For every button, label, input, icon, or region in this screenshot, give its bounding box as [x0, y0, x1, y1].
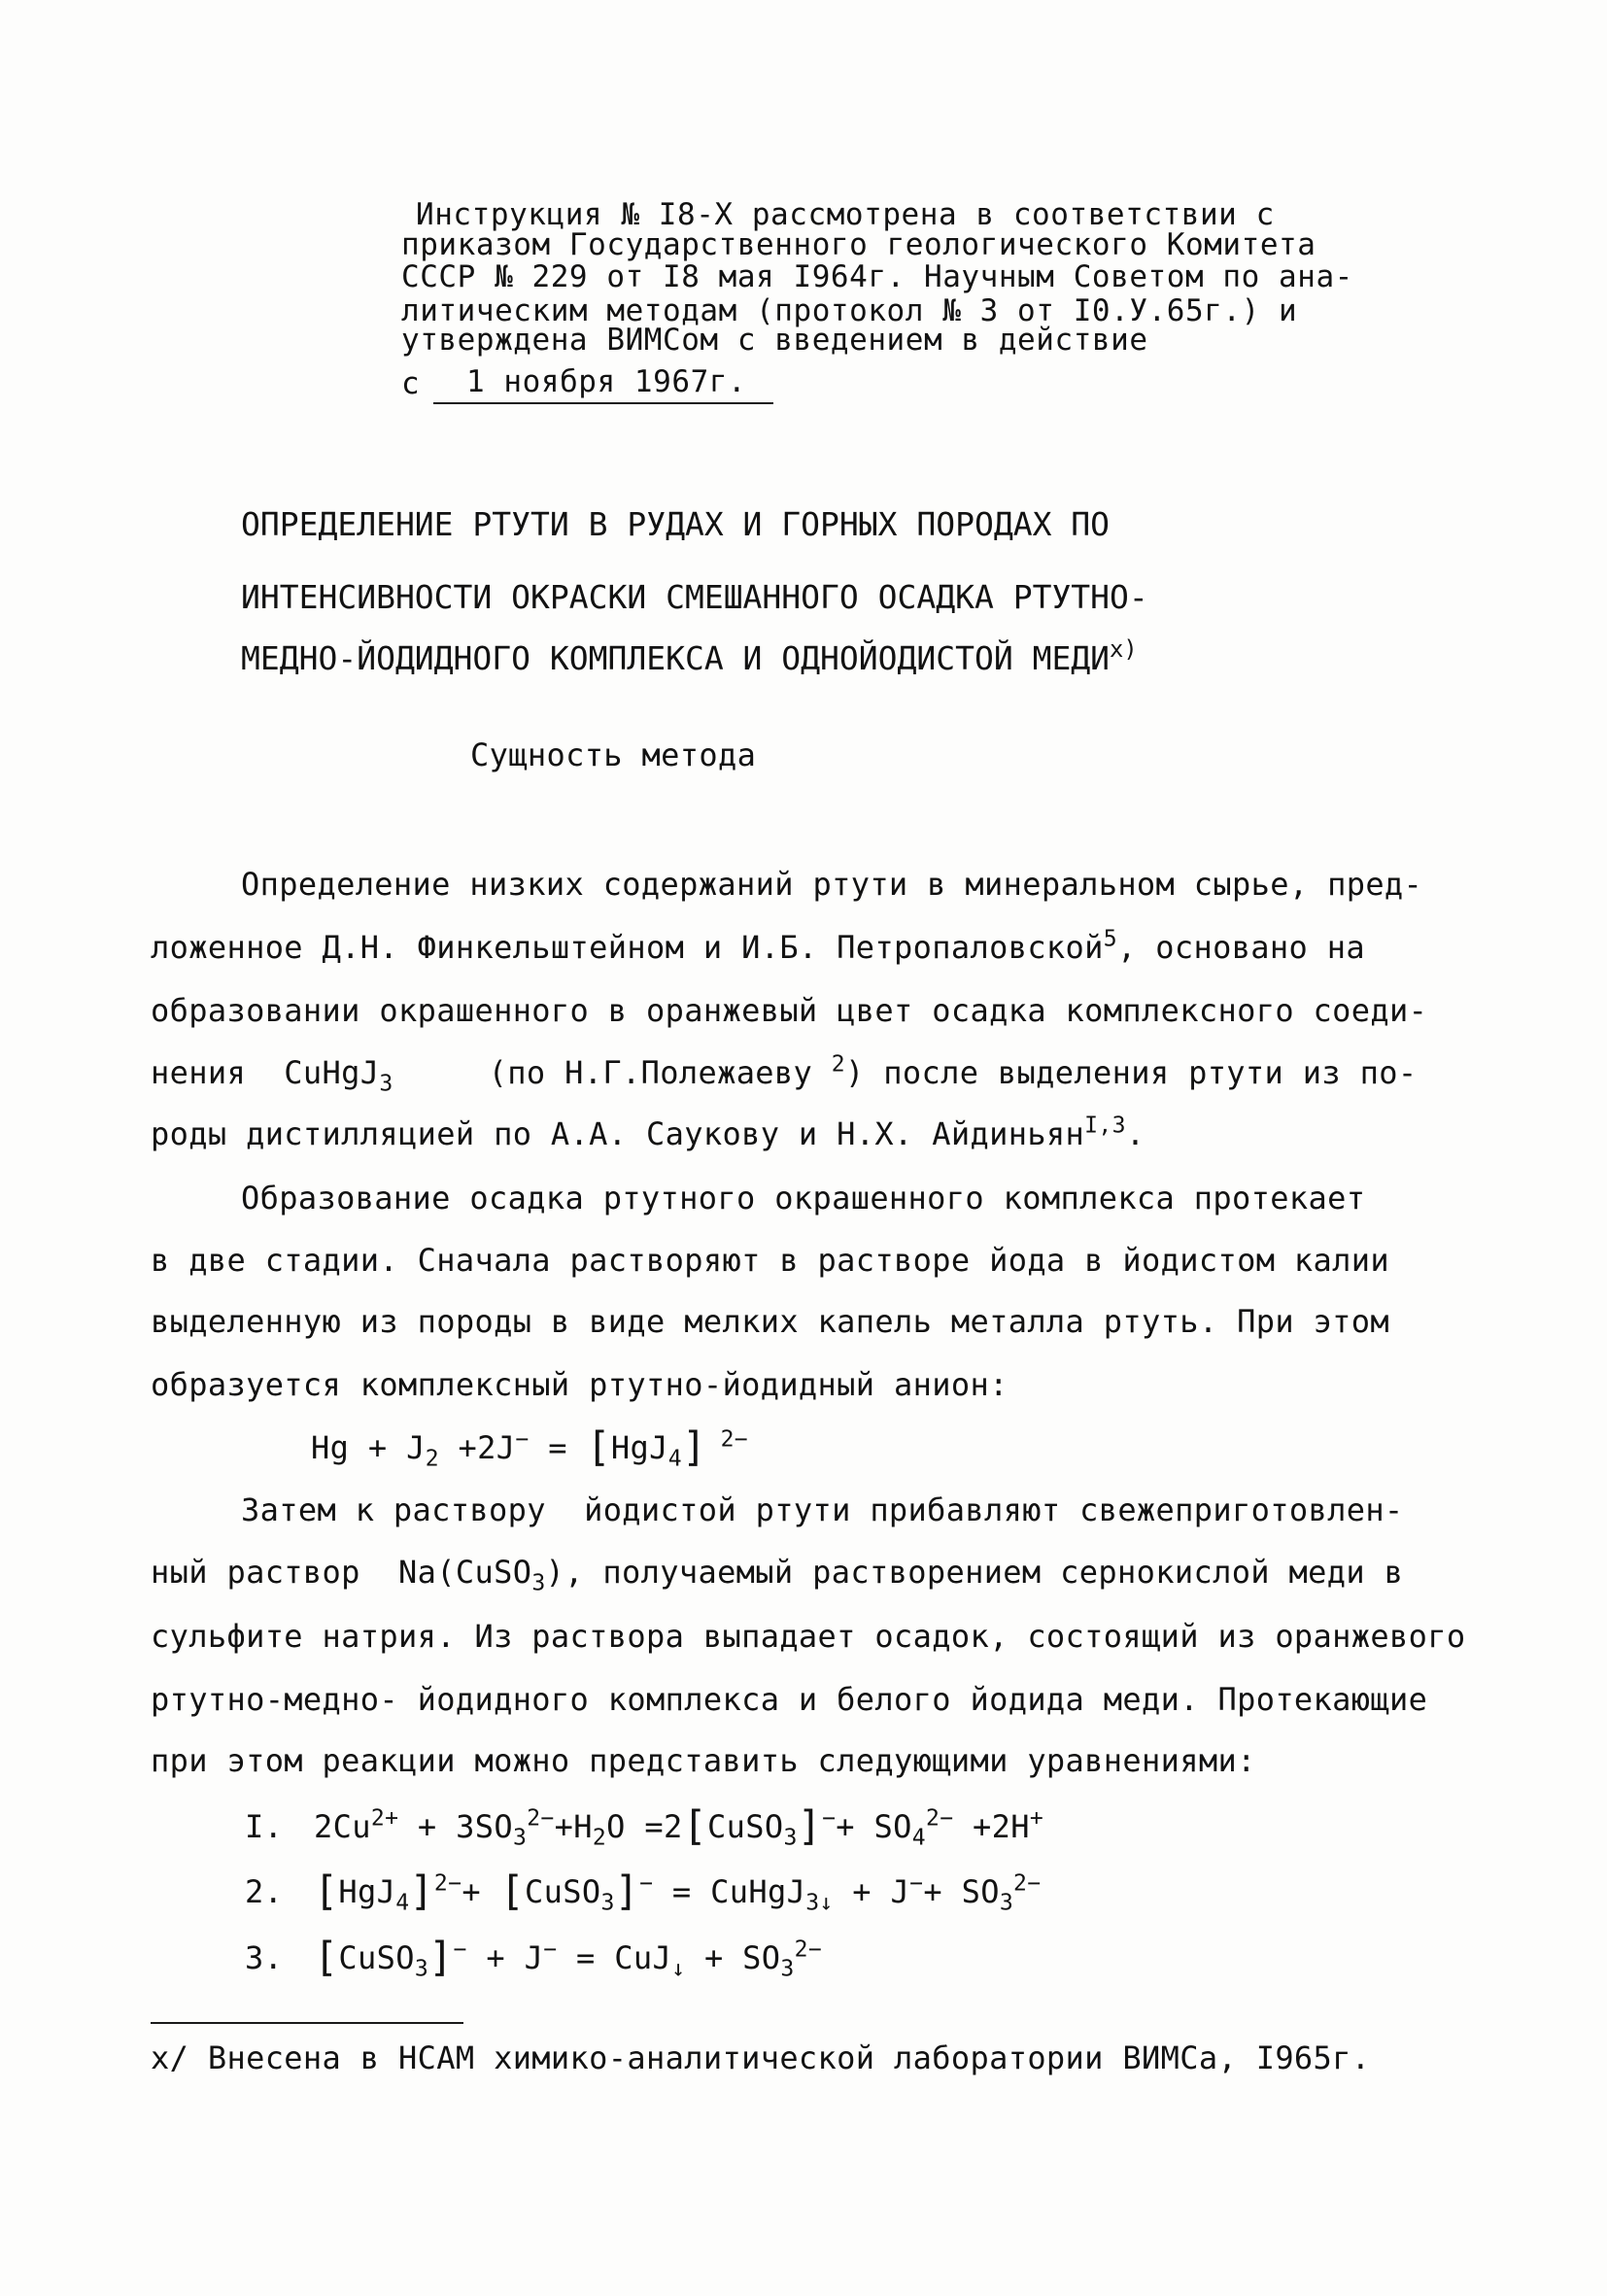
paragraph-line — [241, 865, 1422, 904]
superscript: − — [515, 1426, 530, 1453]
header-line: СССР № 229 от I8 мая I964г. Научным Советом по ана- — [401, 259, 1353, 294]
text-run: роды дистилляцией по А.А. Саукову и Н.Х. Айдиньян — [151, 1115, 1085, 1152]
bracket: ] — [409, 1867, 434, 1915]
effective-date: 1 ноября 1967г. — [466, 364, 747, 399]
subscript: 2 — [425, 1446, 439, 1472]
superscript: − — [822, 1805, 837, 1832]
text-run: образуется комплексный ртутно-йодидный анион: — [151, 1366, 1009, 1403]
paragraph-line — [151, 1051, 1418, 1097]
header-line: Инструкция № I8-Х рассмотрена в соответствии с — [416, 197, 1275, 232]
subscript: 3 — [999, 1890, 1014, 1916]
text-run: + — [462, 1873, 500, 1910]
paragraph-line — [151, 1241, 1389, 1280]
text-run: Затем к раствору йодистой ртути прибавляют свежеприготовлен- — [241, 1491, 1404, 1528]
header-line: утверждена ВИМСом с введением в действие — [401, 323, 1148, 358]
superscript: 2− — [527, 1805, 555, 1832]
paragraph-line — [151, 991, 1427, 1030]
effective-prefix: с — [401, 366, 421, 401]
subscript: 4 — [667, 1446, 682, 1472]
superscript: + — [1029, 1805, 1044, 1832]
subscript: 3 — [531, 1570, 546, 1596]
superscript: 2− — [925, 1805, 954, 1832]
superscript: − — [543, 1936, 558, 1963]
text-run: при этом реакции можно представить следующими уравнениями: — [151, 1742, 1256, 1779]
text-run: ), получаемый растворением сернокислой меди в — [545, 1554, 1404, 1591]
bracket: ] — [428, 1933, 454, 1981]
superscript: 2− — [794, 1936, 823, 1963]
section-heading: Сущность метода — [470, 737, 757, 773]
bracket: ] — [797, 1801, 823, 1850]
paragraph-line — [241, 1179, 1365, 1217]
paragraph-line — [151, 1365, 1009, 1404]
text-run: ложенное Д.Н. Финкельштейном и И.Б. Петропаловской — [151, 929, 1104, 966]
text-run: ОПРЕДЕЛЕНИЕ РТУТИ В РУДАХ И ГОРНЫХ ПОРОДАХ ПО — [241, 505, 1111, 543]
text-run: + SO — [836, 1808, 912, 1845]
superscript: 2− — [1013, 1870, 1042, 1897]
document-title-line — [241, 634, 1138, 678]
paragraph-line — [151, 928, 1365, 967]
text-run: HgJ — [338, 1873, 396, 1910]
superscript: 2 — [831, 1051, 845, 1078]
text-run: ) после выделения ртути из по- — [845, 1054, 1418, 1091]
superscript: − — [639, 1870, 654, 1897]
text-run: + SO — [685, 1939, 781, 1976]
text-run: выделенную из породы в виде мелких капель металла ртуть. При этом — [151, 1303, 1390, 1340]
text-run: +2J — [438, 1429, 516, 1466]
paragraph-line — [151, 1741, 1256, 1780]
footnote-rule — [151, 2022, 463, 2024]
paragraph-line — [151, 1617, 1465, 1656]
superscript: I,3 — [1084, 1113, 1126, 1139]
reaction-equation — [314, 1933, 823, 1982]
paragraph-line — [241, 1491, 1404, 1529]
text-run: CuSO — [524, 1873, 601, 1910]
paragraph-line — [151, 1114, 1145, 1153]
subscript: ↓ — [671, 1956, 686, 1982]
text-run: = CuHgJ — [653, 1873, 806, 1910]
text-run: +2H — [953, 1808, 1030, 1845]
subscript: 3↓ — [805, 1890, 834, 1916]
text-run: = CuJ — [557, 1939, 672, 1976]
bracket: [ — [499, 1867, 525, 1915]
superscript: 2+ — [370, 1805, 399, 1832]
text-run: + J — [466, 1939, 544, 1976]
reaction-equation — [314, 1801, 1044, 1851]
text-run: (по Н.Г.Полежаеву — [393, 1054, 832, 1091]
text-run: Hg + J — [311, 1429, 426, 1466]
superscript: х) — [1110, 634, 1138, 663]
text-run: Образование осадка ртутного окрашенного комплекса протекает — [241, 1180, 1366, 1217]
superscript: 2− — [433, 1870, 462, 1897]
paragraph-line — [151, 1302, 1389, 1341]
subscript: 3 — [780, 1956, 795, 1982]
text-run: + J — [833, 1873, 910, 1910]
text-run: , основано на — [1117, 929, 1366, 966]
text-run: 2Cu — [314, 1808, 371, 1845]
text-run: Определение низких содержаний ртути в минеральном сырье, пред- — [241, 866, 1423, 903]
subscript: 3 — [600, 1890, 615, 1916]
text-run: образовании окрашенного в оранжевый цвет осадка комплексного соеди- — [151, 992, 1428, 1029]
text-run: + 3SO — [398, 1808, 513, 1845]
subscript: 3 — [783, 1825, 798, 1851]
date-underline — [433, 402, 773, 404]
superscript: 2− — [706, 1426, 749, 1453]
bracket: [ — [314, 1933, 339, 1981]
text-run: ный раствор Na(CuSO — [151, 1554, 532, 1591]
bracket: [ — [682, 1801, 707, 1850]
text-run: HgJ — [610, 1429, 668, 1466]
reaction-number: 3. — [245, 1939, 284, 1976]
subscript: 4 — [911, 1825, 926, 1851]
reaction-equation — [314, 1867, 1042, 1916]
text-run: +H — [554, 1808, 593, 1845]
text-run: CuSO — [338, 1939, 415, 1976]
subscript: 3 — [379, 1071, 393, 1097]
document-title-line — [241, 505, 1110, 544]
document-title-line — [241, 578, 1148, 617]
text-run: в две стадии. Сначала растворяют в растворе йода в йодистом калии — [151, 1242, 1390, 1279]
bracket: [ — [314, 1867, 339, 1915]
text-run: ИНТЕНСИВНОСТИ ОКРАСКИ СМЕШАННОГО ОСАДКА РТУТНО- — [241, 578, 1148, 616]
subscript: 3 — [414, 1956, 429, 1982]
header-line: приказом Государственного геологического Комитета — [401, 227, 1316, 262]
footnote-text: х/ Внесена в НСАМ химико-аналитической лаборатории ВИМСа, I965г. — [151, 2039, 1371, 2076]
text-run: сульфите натрия. Из раствора выпадает осадок, состоящий из оранжевого — [151, 1618, 1466, 1655]
text-run: + SO — [923, 1873, 1000, 1910]
reaction-number: I. — [245, 1808, 284, 1845]
text-run: CuSO — [706, 1808, 784, 1845]
subscript: 3 — [513, 1825, 528, 1851]
paragraph-line — [151, 1553, 1404, 1596]
text-run: O =2 — [606, 1808, 683, 1845]
subscript: 2 — [592, 1825, 607, 1851]
subscript: 4 — [395, 1890, 410, 1916]
paragraph-line — [151, 1680, 1427, 1719]
text-run: ртутно-медно- йодидного комплекса и белого йодида меди. Протекающие — [151, 1681, 1428, 1718]
anion-reaction-equation — [311, 1422, 749, 1472]
text-run: нения CuHgJ — [151, 1054, 380, 1091]
text-run: = — [529, 1429, 587, 1466]
text-run: . — [1125, 1115, 1145, 1152]
bracket: ] — [614, 1867, 640, 1915]
superscript: − — [453, 1936, 467, 1963]
superscript: − — [909, 1870, 924, 1897]
bracket: ] — [681, 1422, 707, 1471]
text-run: МЕДНО-ЙОДИДНОГО КОМПЛЕКСА И ОДНОЙОДИСТОЙ МЕДИ — [241, 639, 1111, 677]
header-line: литическим методам (протокол № 3 от I0.У.65г.) и — [401, 293, 1298, 328]
superscript: 5 — [1103, 926, 1117, 952]
bracket: [ — [586, 1422, 611, 1471]
reaction-number: 2. — [245, 1873, 284, 1910]
